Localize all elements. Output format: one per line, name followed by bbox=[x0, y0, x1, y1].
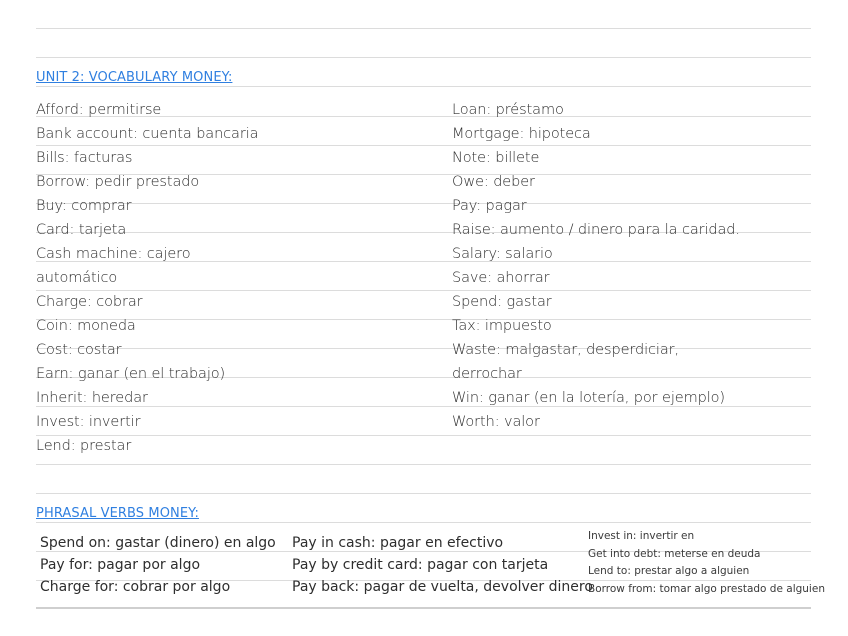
vocab-item: Earn: ganar (en el trabajo) bbox=[36, 366, 226, 382]
vocab-item: Borrow: pedir prestado bbox=[36, 174, 200, 190]
vocab-item: Card: tarjeta bbox=[36, 222, 127, 238]
vocab-item: Buy: comprar bbox=[36, 198, 132, 214]
rule-line bbox=[36, 464, 811, 465]
phrasal-item: Pay by credit card: pagar con tarjeta bbox=[292, 557, 549, 573]
phrasal-column-3 bbox=[588, 528, 825, 598]
phrasal-item: Pay in cash: pagar en efectivo bbox=[292, 535, 504, 551]
vocab-item: Bank account: cuenta bancaria bbox=[36, 126, 259, 142]
vocab-item: Charge: cobrar bbox=[36, 294, 143, 310]
vocab-item: Cost: costar bbox=[36, 342, 122, 358]
rule-line bbox=[36, 493, 811, 494]
phrasal-item: Spend on: gastar (dinero) en algo bbox=[40, 535, 276, 551]
phrasal-item: Pay for: pagar por algo bbox=[40, 557, 201, 573]
unit-title: UNIT 2: VOCABULARY MONEY: bbox=[36, 70, 233, 85]
vocab-item: derrochar bbox=[452, 366, 522, 382]
vocab-right-column bbox=[452, 98, 848, 434]
vocab-item: Raise: aumento / dinero para la caridad. bbox=[452, 222, 740, 238]
vocab-item: Spend: gastar bbox=[452, 294, 552, 310]
vocab-item: Lend: prestar bbox=[36, 438, 132, 454]
rule-line bbox=[36, 522, 811, 523]
vocab-item: Tax: impuesto bbox=[452, 318, 552, 334]
phrasal-verbs-title: PHRASAL VERBS MONEY: bbox=[36, 506, 199, 521]
vocab-item: Inherit: heredar bbox=[36, 390, 148, 406]
vocab-item: Pay: pagar bbox=[452, 198, 527, 214]
vocab-item: Bills: facturas bbox=[36, 150, 133, 166]
vocab-item: Worth: valor bbox=[452, 414, 540, 430]
rule-line bbox=[36, 57, 811, 58]
phrasal-item: Charge for: cobrar por algo bbox=[40, 579, 231, 595]
phrasal-column-1 bbox=[40, 532, 276, 598]
phrasal-item: Pay back: pagar de vuelta, devolver dinero bbox=[292, 579, 593, 595]
vocab-item: Win: ganar (en la lotería, por ejemplo) bbox=[452, 390, 725, 406]
vocab-item: automático bbox=[36, 270, 118, 286]
vocab-left-column bbox=[36, 98, 436, 458]
vocab-item: Note: billete bbox=[452, 150, 540, 166]
phrasal-item: Invest in: invertir en bbox=[588, 530, 695, 542]
vocab-item: Owe: deber bbox=[452, 174, 535, 190]
vocab-item: Cash machine: cajero bbox=[36, 246, 191, 262]
phrasal-column-2 bbox=[292, 532, 593, 598]
vocab-item: Waste: malgastar, desperdiciar, bbox=[452, 342, 679, 358]
vocab-item: Loan: préstamo bbox=[452, 102, 564, 118]
vocab-item: Mortgage: hipoteca bbox=[452, 126, 591, 142]
vocab-item: Afford: permitirse bbox=[36, 102, 162, 118]
phrasal-item: Lend to: prestar algo a alguien bbox=[588, 565, 750, 577]
vocab-item: Invest: invertir bbox=[36, 414, 141, 430]
phrasal-item: Get into debt: meterse en deuda bbox=[588, 547, 761, 560]
rule-line-bottom bbox=[36, 607, 811, 609]
vocab-item: Coin: moneda bbox=[36, 318, 136, 334]
vocab-item: Save: ahorrar bbox=[452, 270, 550, 286]
rule-line bbox=[36, 28, 811, 29]
vocab-item: Salary: salario bbox=[452, 246, 553, 262]
rule-line bbox=[36, 86, 811, 87]
phrasal-item: Borrow from: tomar algo prestado de alguien bbox=[588, 582, 825, 595]
